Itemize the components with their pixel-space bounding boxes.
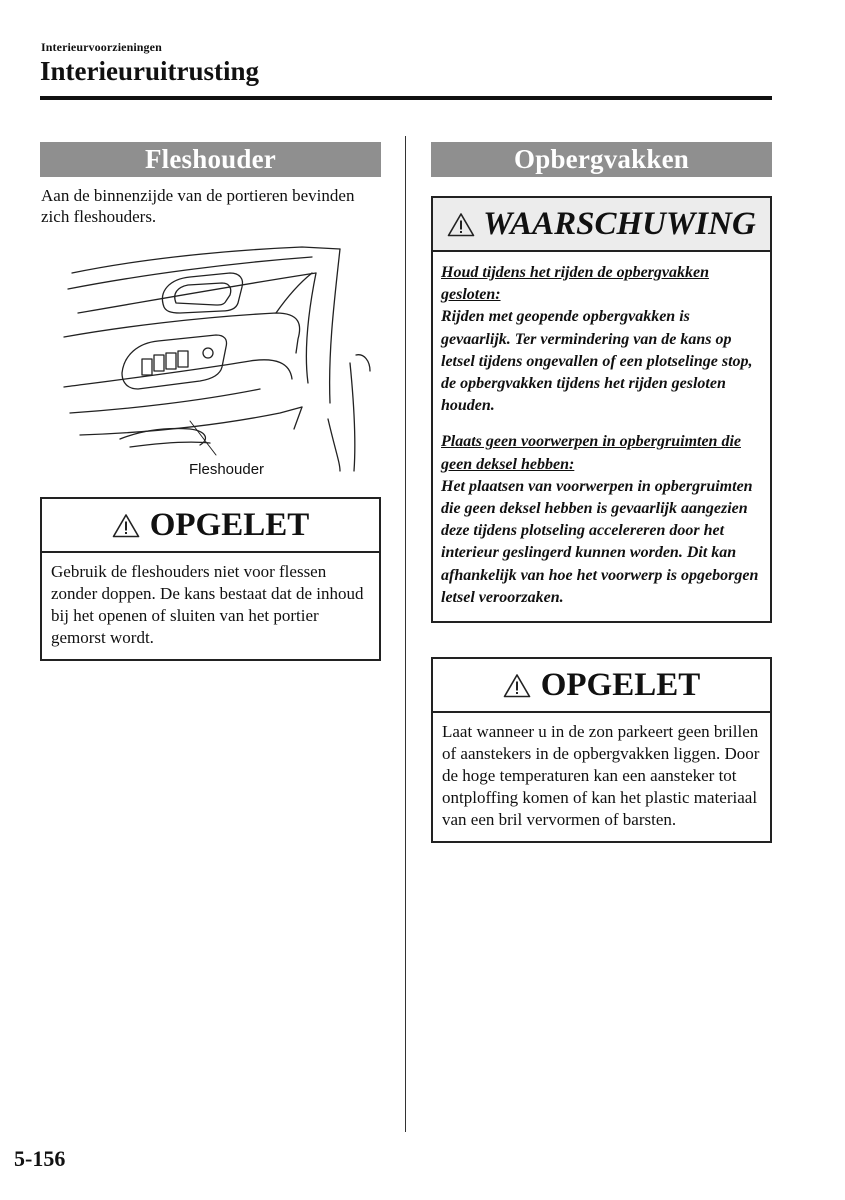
door-line-drawing <box>40 243 381 473</box>
warning-header <box>433 198 770 252</box>
fleshouder-intro: Aan de binnenzijde van de portieren bevinden zich fleshouders. <box>41 186 355 226</box>
warning-triangle-icon <box>503 673 531 698</box>
warning-text-1: Rijden met geopende opbergvakken is gevaarlijk. Ter vermindering van de kans op letsel tijdens ongevallen of een plotselinge stop, de opbergvakken tijdens het rijden gesloten houden. <box>441 308 753 415</box>
section-title: Interieuruitrusting <box>40 56 259 86</box>
caution-title: OPGELET <box>149 506 310 543</box>
caution-box-storage <box>431 657 772 843</box>
page-number: 5-156 <box>14 1146 66 1171</box>
chapter-label: Interieurvoorzieningen <box>41 40 162 54</box>
caution-body: Laat wanneer u in de zon parkeert geen brillen of aanstekers in de opbergvakken liggen. Door de hoge temperaturen kan een aansteker tot ontploffing komen of kan het plastic materiaal van een bril vervormen of barsten. <box>442 722 760 830</box>
warning-paragraph-1 <box>441 262 762 417</box>
warning-text-2: Het plaatsen van voorwerpen in opbergruimten die geen deksel hebben is gevaarlijk aangezien deze tijdens plotseling accelereren door het interieur geslingerd kunnen worden. Dit kan afhankelijk van hoe het voorwerp is opgeborgen letsel veroorzaken. <box>441 477 759 606</box>
caution-title: OPGELET <box>540 666 701 703</box>
warning-triangle-icon <box>112 513 140 538</box>
caution-box-bottle <box>40 497 381 661</box>
header-rule <box>40 96 772 100</box>
caution-body: Gebruik de fleshouders niet voor flessen zonder doppen. De kans bestaat dat de inhoud bij het openen of sluiten van het portier gemorst wordt. <box>51 562 364 647</box>
opbergvakken-heading: Opbergvakken <box>431 142 772 177</box>
warning-subheading-1: Houd tijdens het rijden de opbergvakken gesloten: <box>441 264 709 304</box>
fleshouder-heading: Fleshouder <box>40 142 381 177</box>
column-divider <box>405 136 406 1132</box>
door-bottle-holder-illustration <box>40 243 381 478</box>
warning-subheading-2: Plaats geen voorwerpen in opbergruimten die geen deksel hebben: <box>441 433 741 473</box>
warning-paragraph-2 <box>441 431 762 609</box>
caution-header <box>42 499 379 553</box>
left-column <box>40 142 381 661</box>
warning-body <box>433 252 770 621</box>
figure-caption: Fleshouder <box>189 461 265 478</box>
caution-header <box>433 659 770 713</box>
warning-title: WAARSCHUWING <box>483 205 756 242</box>
right-column <box>431 142 772 843</box>
warning-triangle-icon <box>447 212 475 237</box>
warning-box <box>431 196 772 623</box>
